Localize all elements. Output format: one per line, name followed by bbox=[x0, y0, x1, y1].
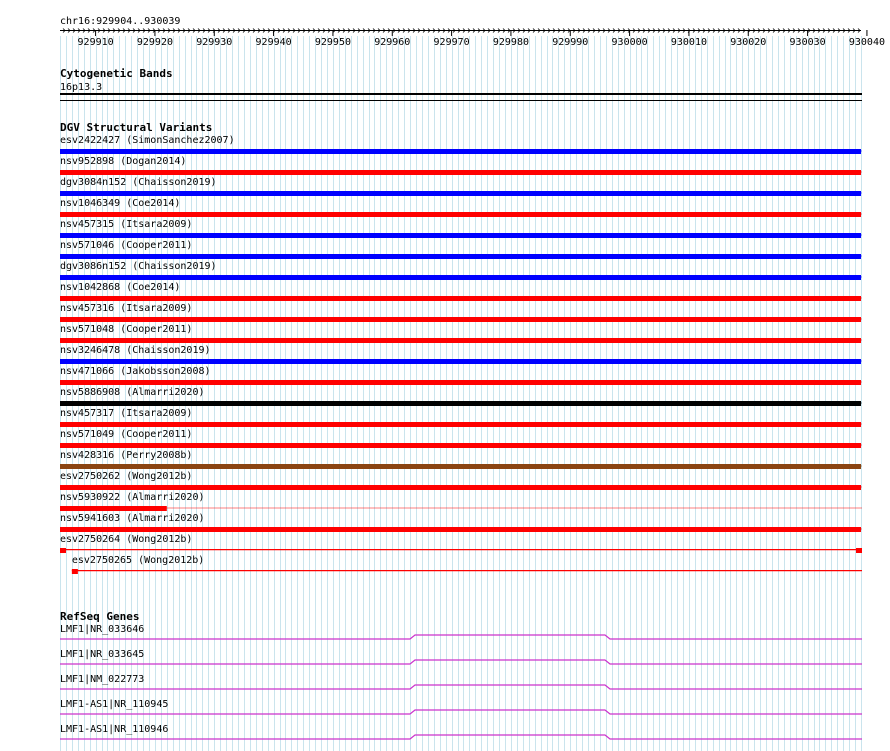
dgv-feature[interactable] bbox=[60, 450, 862, 469]
dgv-feature-bar bbox=[60, 317, 861, 322]
refseq-gene[interactable] bbox=[60, 724, 862, 739]
dgv-feature-bar bbox=[60, 422, 861, 427]
refseq-gene-label: LMF1-AS1|NR_110946 bbox=[60, 724, 169, 735]
dgv-feature-bar bbox=[60, 275, 861, 280]
refseq-gene-label: LMF1|NR_033646 bbox=[60, 624, 145, 635]
dgv-feature[interactable] bbox=[60, 408, 862, 427]
dgv-feature-label: nsv428316 (Perry2008b) bbox=[60, 450, 193, 461]
dgv-feature-label: nsv952898 (Dogan2014) bbox=[60, 156, 187, 167]
dgv-feature-label: nsv5886908 (Almarri2020) bbox=[60, 387, 205, 398]
ruler-tick-label: 930040 bbox=[848, 37, 885, 48]
dgv-feature[interactable] bbox=[60, 345, 862, 364]
dgv-feature-label: esv2422427 (SimonSanchez2007) bbox=[60, 135, 235, 146]
refseq-gene-label: LMF1-AS1|NR_110945 bbox=[60, 699, 169, 710]
dgv-feature[interactable] bbox=[60, 156, 862, 175]
refseq-genes bbox=[60, 624, 862, 739]
ruler-tick-label: 929990 bbox=[552, 37, 589, 48]
ruler-tick-label: 929940 bbox=[255, 37, 292, 48]
refseq-gene[interactable] bbox=[60, 699, 862, 714]
dgv-feature-bar bbox=[60, 359, 861, 364]
dgv-feature-label: nsv1046349 (Coe2014) bbox=[60, 198, 181, 209]
cytoband-track-title: Cytogenetic Bands bbox=[60, 67, 173, 80]
dgv-track-title: DGV Structural Variants bbox=[60, 121, 213, 134]
dgv-feature[interactable] bbox=[60, 366, 862, 385]
ruler-tick-label: 930010 bbox=[670, 37, 707, 48]
dgv-feature-label: esv2750262 (Wong2012b) bbox=[60, 471, 193, 482]
dgv-feature[interactable] bbox=[60, 492, 862, 511]
dgv-feature-label: nsv571046 (Cooper2011) bbox=[60, 240, 193, 251]
dgv-feature-label: nsv457316 (Itsara2009) bbox=[60, 303, 193, 314]
dgv-feature[interactable] bbox=[60, 471, 862, 490]
dgv-feature-bar bbox=[60, 296, 861, 301]
dgv-feature[interactable] bbox=[60, 240, 862, 259]
dgv-feature[interactable] bbox=[60, 219, 862, 238]
dgv-feature-label: dgv3086n152 (Chaisson2019) bbox=[60, 261, 217, 272]
refseq-track-title: RefSeq Genes bbox=[60, 610, 140, 623]
ruler-tick-label: 929970 bbox=[433, 37, 470, 48]
dgv-feature-label: nsv5930922 (Almarri2020) bbox=[60, 492, 205, 503]
refseq-gene-label: LMF1|NM_022773 bbox=[60, 674, 145, 685]
refseq-gene-line bbox=[60, 660, 862, 664]
ruler-tick-label: 929950 bbox=[314, 37, 351, 48]
refseq-gene[interactable] bbox=[60, 674, 862, 689]
dgv-feature-label: esv2750265 (Wong2012b) bbox=[71, 555, 205, 566]
dgv-feature[interactable] bbox=[60, 429, 862, 448]
dgv-feature-bar bbox=[60, 233, 861, 238]
dgv-feature-bar bbox=[60, 149, 861, 154]
dgv-feature-bar bbox=[60, 170, 861, 175]
ruler-tick-label: 930000 bbox=[611, 37, 648, 48]
dgv-feature-bar bbox=[60, 380, 861, 385]
dgv-feature-label: nsv5941603 (Almarri2020) bbox=[60, 513, 205, 524]
dgv-feature[interactable] bbox=[60, 303, 862, 322]
ruler-tick-label: 929960 bbox=[374, 37, 411, 48]
refseq-gene-line bbox=[60, 685, 862, 689]
refseq-gene-line bbox=[60, 710, 862, 714]
dgv-feature-label: nsv471066 (Jakobsson2008) bbox=[60, 366, 211, 377]
ruler-tick-label: 929920 bbox=[136, 37, 173, 48]
dgv-feature-bar bbox=[60, 464, 861, 469]
dgv-feature-bar bbox=[60, 506, 167, 511]
dgv-feature-label: nsv1042868 (Coe2014) bbox=[60, 282, 181, 293]
dgv-feature[interactable] bbox=[60, 513, 862, 532]
refseq-gene[interactable] bbox=[60, 624, 862, 639]
dgv-feature[interactable] bbox=[60, 198, 862, 217]
region-label: chr16:929904..930039 bbox=[60, 16, 181, 27]
dgv-feature-bar bbox=[60, 401, 861, 406]
dgv-feature-label: nsv571049 (Cooper2011) bbox=[60, 429, 193, 440]
dgv-feature-label: nsv571048 (Cooper2011) bbox=[60, 324, 193, 335]
dgv-feature[interactable] bbox=[72, 555, 862, 574]
refseq-gene-label: LMF1|NR_033645 bbox=[60, 649, 145, 660]
dgv-track[interactable] bbox=[60, 121, 862, 574]
ruler-track bbox=[60, 16, 885, 48]
dgv-feature-block bbox=[72, 569, 78, 574]
dgv-feature-bar bbox=[60, 254, 861, 259]
ruler-tick-label: 929930 bbox=[196, 37, 233, 48]
dgv-feature-bar bbox=[60, 212, 861, 217]
ruler-axis bbox=[60, 29, 861, 33]
dgv-feature[interactable] bbox=[60, 534, 862, 553]
dgv-feature[interactable] bbox=[60, 387, 862, 406]
dgv-feature-bar bbox=[60, 527, 861, 532]
cytoband-label: 16p13.3 bbox=[60, 82, 103, 93]
refseq-track[interactable] bbox=[60, 610, 862, 739]
ruler-tick-label: 930030 bbox=[789, 37, 826, 48]
dgv-feature-label: nsv457315 (Itsara2009) bbox=[60, 219, 193, 230]
dgv-feature-bar bbox=[60, 485, 861, 490]
dgv-feature-label: nsv3246478 (Chaisson2019) bbox=[60, 345, 211, 356]
dgv-feature[interactable] bbox=[60, 324, 862, 343]
ruler-tick-label: 930020 bbox=[730, 37, 767, 48]
dgv-feature[interactable] bbox=[60, 282, 862, 301]
dgv-feature-bar bbox=[60, 191, 861, 196]
refseq-gene[interactable] bbox=[60, 649, 862, 664]
dgv-feature-bar bbox=[60, 338, 861, 343]
dgv-feature[interactable] bbox=[60, 177, 862, 196]
ruler-tick-label: 929910 bbox=[77, 37, 114, 48]
dgv-feature-label: nsv457317 (Itsara2009) bbox=[60, 408, 193, 419]
dgv-feature[interactable] bbox=[60, 261, 862, 280]
cytoband-track[interactable] bbox=[60, 67, 862, 95]
dgv-feature-label: esv2750264 (Wong2012b) bbox=[60, 534, 193, 545]
dgv-features bbox=[60, 135, 862, 574]
dgv-feature-block bbox=[856, 548, 862, 553]
dgv-feature-label: dgv3084n152 (Chaisson2019) bbox=[60, 177, 217, 188]
dgv-feature[interactable] bbox=[60, 135, 862, 154]
dgv-feature-block bbox=[60, 548, 66, 553]
dgv-feature-bar bbox=[60, 443, 861, 448]
refseq-gene-line bbox=[60, 635, 862, 639]
refseq-gene-line bbox=[60, 735, 862, 739]
cytoband-bar[interactable] bbox=[60, 93, 862, 95]
ruler-tick-label: 929980 bbox=[492, 37, 529, 48]
